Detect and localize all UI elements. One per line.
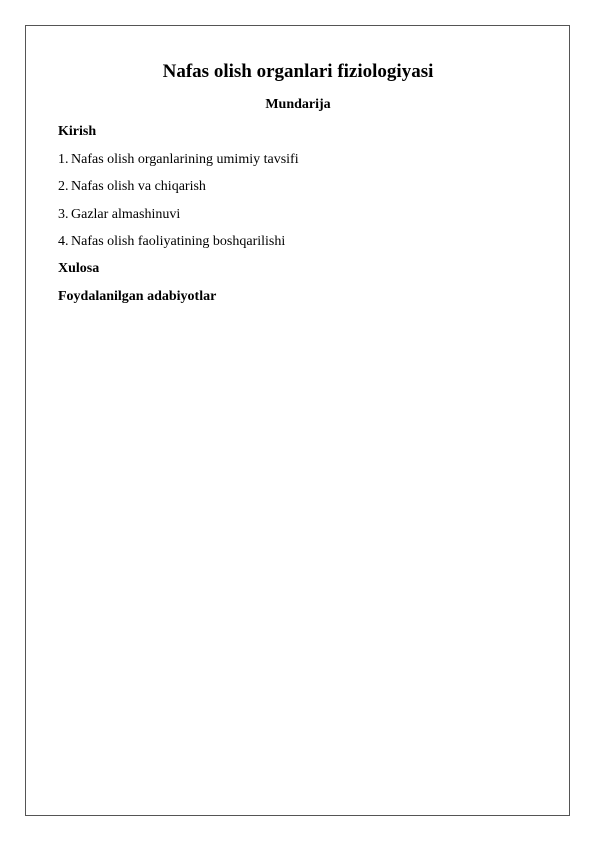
toc-entry-intro: Kirish <box>58 124 97 139</box>
toc-entry-references: Foydalanilgan adabiyotlar <box>58 289 217 304</box>
toc-entry-2 <box>58 178 206 196</box>
toc-entry-text: Nafas olish organlarining umimiy tavsifi <box>71 152 299 167</box>
toc-entry-number: 2. <box>58 179 69 194</box>
toc-entry-text: Gazlar almashinuvi <box>71 207 181 222</box>
toc-entry-number: 4. <box>58 234 69 249</box>
toc-entry-4 <box>58 233 285 251</box>
toc-entry-1 <box>58 151 299 169</box>
toc-entry-number: 1. <box>58 152 69 167</box>
toc-heading: Mundarija <box>265 97 331 112</box>
toc-entry-number: 3. <box>58 207 69 222</box>
page-border <box>25 25 570 816</box>
document-title: Nafas olish organlari fiziologiyasi <box>162 61 434 82</box>
toc-entry-3 <box>58 206 180 224</box>
toc-entry-conclusion: Xulosa <box>58 261 100 276</box>
toc-entry-text: Nafas olish va chiqarish <box>71 179 206 194</box>
toc-entry-text: Nafas olish faoliyatining boshqarilishi <box>71 234 286 249</box>
